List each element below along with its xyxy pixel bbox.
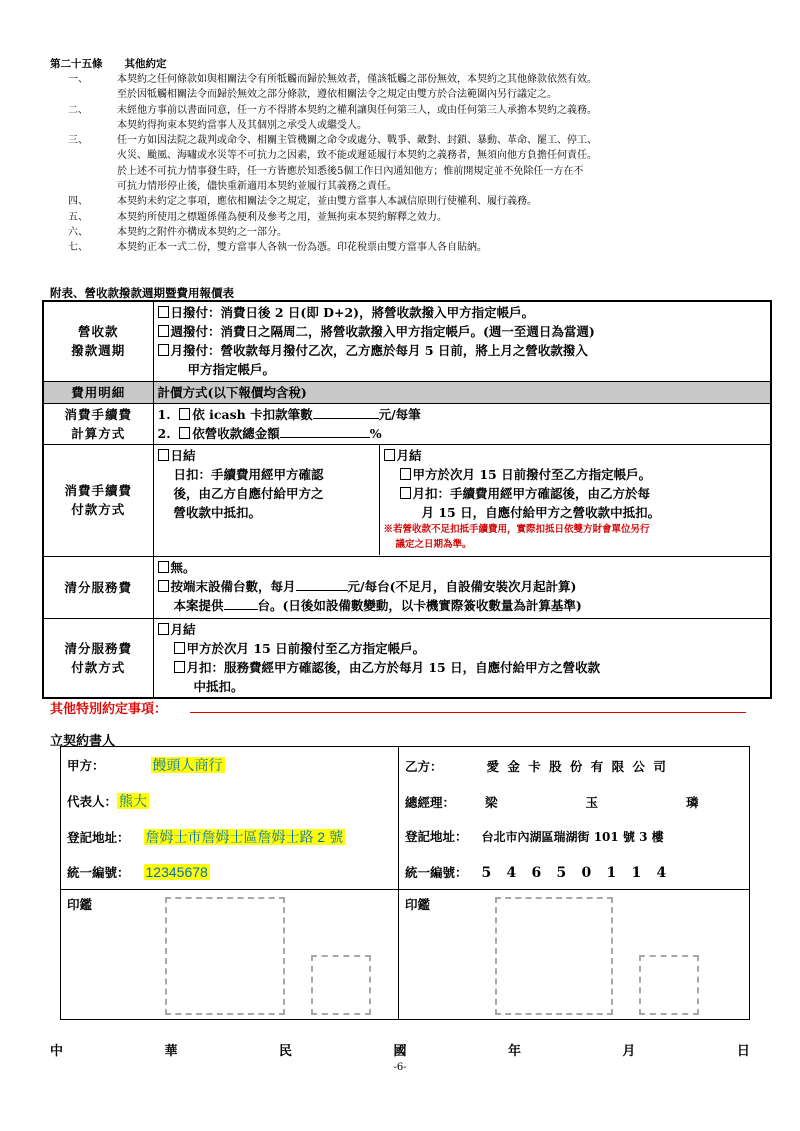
pay-label: 消費手續費 付款方式 [43,444,153,556]
fee-blank[interactable] [296,579,348,591]
clause-item [62,72,762,103]
party-b-name: 愛 金 卡 股 份 有 限 公 司 [486,759,668,774]
clear-label: 清分服務費 [43,556,153,618]
party-a-name: 饅頭人商行 [152,757,223,773]
clause-number: 六、 [68,226,88,238]
date-char: 華 [164,1044,178,1059]
party-a-id-label: 統一編號： [67,865,130,880]
checkbox[interactable] [158,580,169,592]
calc-option-total[interactable]: 2. 依營收款總金額 % [157,425,382,441]
party-b-seal-label: 印鑑 [405,897,431,912]
annex-title: 附表、營收款撥款週期暨費用報價表 [50,286,234,300]
signature-block [60,746,750,1020]
clause-item [62,194,762,209]
date-char: 年 [507,1044,521,1059]
pay-options: 日結 日扣：手續費用經甲方確認 後，由乙方自應付給甲方之 營收款中抵扣。 月結 甲方於次月 15 日前撥付至乙方指定帳戶。 月扣：手續費用經甲方確認後，由乙方於每 月 15 日，自應付給甲方之營收款中抵扣。 ※若營收款不足扣抵手續費用，實際扣抵日依雙方財會單位另行 議定之日期為準。 [153,444,771,556]
tax-id-digit: 1 [631,865,642,881]
party-b-column [399,747,749,1019]
party-b-gm-label: 總經理： [405,795,456,810]
checkbox[interactable] [179,427,190,439]
special-terms-label: 其他特別約定事項： [50,702,168,717]
clause-item [62,240,762,255]
clear-options: 無。 按端末設備台數，每月 元/每台(不足月，自設備安裝次月起計算) 本案提供 台。(日後如設備數變動，以卡機實際簽收數量為計算基準) [153,556,771,618]
tax-id-digit: 4 [656,865,667,881]
tax-id-digit: 5 [556,865,567,881]
clause-text: 未經他方事前以書面同意，任一方不得將本契約之權利讓與任何第三人，或由任何第三人承擔本契約之義務。 本契約得拘束本契約當事人及其個別之承受人或繼受人。 [117,104,597,131]
clause-number: 三、 [68,135,88,147]
checkbox[interactable] [158,623,169,635]
clause-number: 二、 [68,104,88,116]
checkbox[interactable] [158,325,169,337]
date-char: 日 [736,1044,750,1059]
clause-text: 本契約未約定之事項，應依相關法令之規定，並由雙方當事人本誠信原則行使權利、履行義務。 [117,196,537,208]
calc-label: 消費手續費 計算方式 [43,403,153,444]
checkbox[interactable] [174,642,185,654]
tax-id-digit: 0 [581,865,592,881]
pay-daily[interactable]: 日結 [158,446,375,465]
party-a-label: 甲方： [67,758,105,773]
percent-blank[interactable] [280,426,370,438]
party-b-label: 乙方： [405,759,443,774]
checkbox[interactable] [179,408,190,420]
tax-id-digit: 5 [481,865,492,881]
fee-header-text: 計價方式(以下報價均含稅) [153,381,771,403]
checkbox[interactable] [384,449,395,461]
fee-table [42,300,772,699]
party-a-addr-label: 登記地址： [67,830,130,845]
party-b-gm: 梁 玉 璘 [485,795,699,810]
party-a-column [61,747,399,1019]
special-terms-line[interactable] [190,712,746,713]
tax-id-digit: 6 [531,865,542,881]
date-char: 國 [393,1044,407,1059]
clause-number: 七、 [68,242,88,254]
cycle-option-weekly[interactable]: 週撥付：消費日之隔周二，將營收款撥入甲方指定帳戶。(週一至週日為當週) [158,322,767,341]
checkbox[interactable] [158,306,169,318]
date-char: 民 [278,1044,292,1059]
date-char: 中 [50,1044,64,1059]
clause-item [62,225,762,240]
clause-text: 本契約之任何條款如與相關法令有所牴觸而歸於無效者，僅該牴觸之部份無效，本契約之其他條款依然有效。 至於因牴觸相關法令而歸於無效之部分條款，遵依相關法令之規定由雙方於合法範圍內另行議定之。 [117,74,597,101]
pay-monthly-opt2[interactable]: 月扣：手續費用經甲方確認後，由乙方於每 [384,484,767,503]
signers-title: 立契約書人 [50,734,116,749]
clause-text: 本契約所使用之標題係僅為便利及參考之用，並無拘束本契約解釋之效力。 [117,211,447,223]
checkbox[interactable] [158,449,169,461]
party-a-company-seal-box[interactable] [165,897,285,1015]
checkbox[interactable] [174,661,185,673]
clause-number: 五、 [68,211,88,223]
party-a-rep: 熊大 [119,793,148,809]
clause-list [62,72,762,256]
party-b-addr: 台北市內湖區瑞湖街 101 號 3 樓 [481,830,664,844]
article-number: 第二十五條 [50,58,103,70]
clause-item [62,210,762,225]
clear-pay-monthly[interactable]: 月結 [158,620,767,639]
clause-number: 四、 [68,196,88,208]
party-a-seal-label: 印鑑 [67,897,93,912]
calc-options [153,403,771,444]
article-title: 其他約定 [124,58,167,70]
party-b-rep-seal-box[interactable] [639,955,699,1015]
clear-pay-opt1[interactable]: 甲方於次月 15 日前撥付至乙方指定帳戶。 [158,639,767,658]
tax-id-digit: 1 [606,865,617,881]
party-b-id [482,865,682,881]
clause-text: 本契約之附件亦構成本契約之一部分。 [117,226,287,238]
clause-item [62,103,762,134]
cycle-options: 日撥付：消費日後 2 日(即 D+2)，將營收款撥入甲方指定帳戶。 週撥付：消費日之隔周二，將營收款撥入甲方指定帳戶。(週一至週日為當週) 月撥付：營收款每月撥付乙次，乙方應於每月 5 日前，將上月之營收款撥入 甲方指定帳戶。 [153,301,771,381]
clear-option-per-device[interactable]: 按端末設備台數，每月 元/每台(不足月，自設備安裝次月起計算) [158,577,767,596]
clear-pay-opt2[interactable]: 月扣：服務費經甲方確認後，由乙方於每月 15 日，自應付給甲方之營收款 [158,658,767,677]
party-b-id-label: 統一編號： [405,865,468,880]
checkbox[interactable] [400,468,411,480]
checkbox[interactable] [158,344,169,356]
party-a-rep-seal-box[interactable] [311,955,371,1015]
page-number: -6- [393,1062,407,1073]
pay-monthly-opt1[interactable]: 甲方於次月 15 日前撥付至乙方指定帳戶。 [384,465,767,484]
article-heading [50,56,167,71]
device-count-blank[interactable] [224,598,258,610]
clear-option-none[interactable]: 無。 [158,558,767,577]
checkbox[interactable] [158,561,169,573]
tax-id-digit: 4 [506,865,517,881]
date-char: 月 [622,1044,636,1059]
fee-header-label: 費用明細 [43,381,153,403]
party-b-company-seal-box[interactable] [495,897,613,1015]
checkbox[interactable] [400,487,411,499]
cycle-option-daily[interactable]: 日撥付：消費日後 2 日(即 D+2)，將營收款撥入甲方指定帳戶。 [158,303,767,322]
clause-text: 本契約正本一式二份，雙方當事人各執一份為憑。印花稅票由雙方當事人各自貼納。 [117,242,487,254]
clause-number: 一、 [68,74,88,85]
clear-pay-label: 清分服務費 付款方式 [43,618,153,698]
signing-date-line [50,1040,750,1059]
clear-pay-options: 月結 甲方於次月 15 日前撥付至乙方指定帳戶。 月扣：服務費經甲方確認後，由乙方於每月 15 日，自應付給甲方之營收款 中抵扣。 [153,618,771,698]
clause-item [62,133,762,194]
party-a-addr: 詹姆士市詹姆士區詹姆士路 2 號 [145,829,344,845]
calc-option-count[interactable]: 1. 依 icash 卡扣款筆數 元/每筆 [157,406,421,422]
pay-note: ※若營收款不足扣抵手續費用，實際扣抵日依雙方財會單位另行 議定之日期為準。 [383,523,650,550]
cycle-option-monthly[interactable]: 月撥付：營收款每月撥付乙次，乙方應於每月 5 日前，將上月之營收款撥入 [158,341,767,360]
clause-text: 任一方如因法院之裁判或命令、相關主管機關之命令或處分、戰爭、敵對、封鎖、暴動、革命、罷工、停工、 火災、颱風、海嘯或水災等不可抗力之因素，致不能或遲延履行本契約之義務者，無須向他方負擔任何責任。 於上述不可抗力情事發生時，任一方皆應於知悉後5個工作日內通知他方；惟前開規定並不免除任一方在不 可抗力情形停止後，儘快重新適用本契約並履行其義務之責任。 [117,135,597,193]
party-a-rep-label: 代表人： [67,794,118,809]
cycle-label: 營收款 撥款週期 [43,301,153,381]
party-b-addr-label: 登記地址： [405,829,468,844]
amount-blank[interactable] [313,407,379,419]
pay-monthly[interactable]: 月結 [384,446,767,465]
party-a-id: 12345678 [145,864,208,880]
